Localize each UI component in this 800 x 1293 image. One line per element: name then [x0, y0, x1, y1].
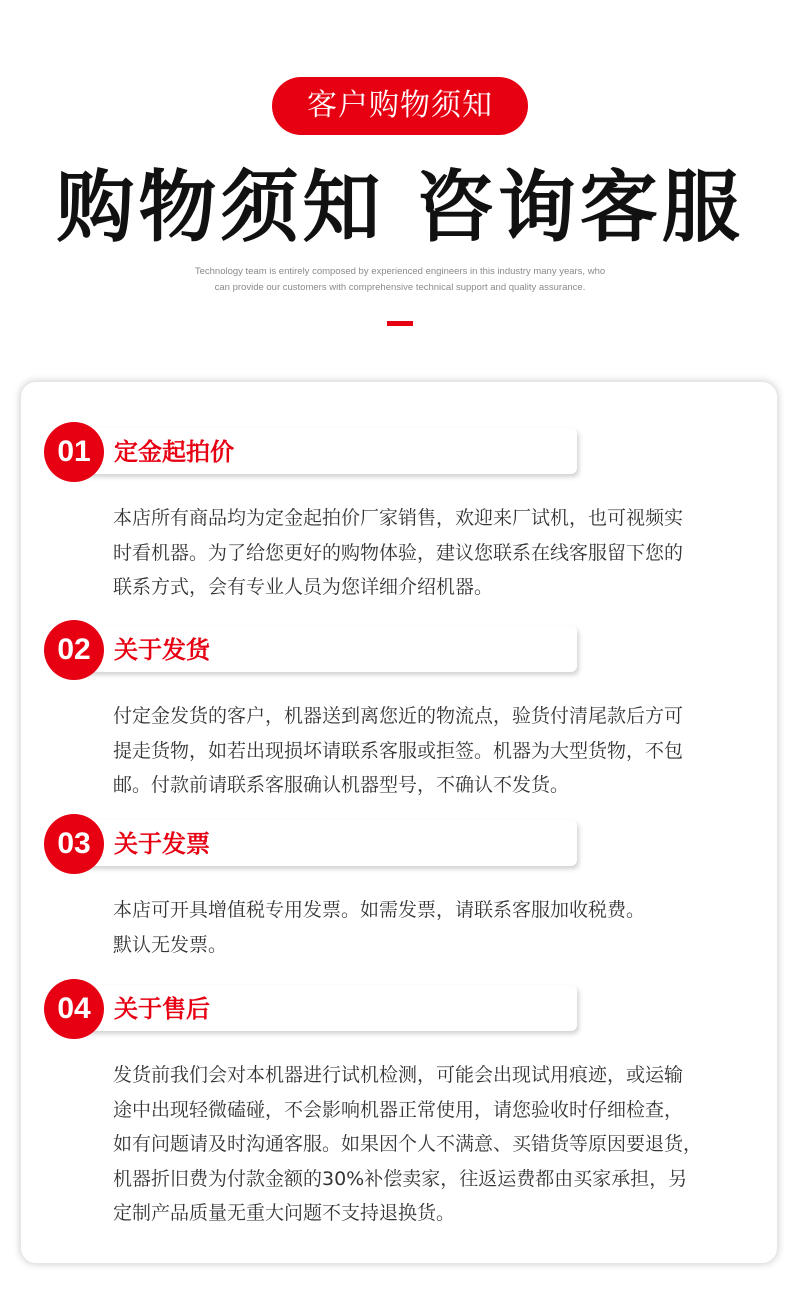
body-line: 默认无发票。 — [113, 933, 228, 956]
section-body-invoice — [113, 893, 753, 962]
section-header-invoice — [44, 814, 579, 874]
section-body-deposit — [113, 501, 753, 605]
section-body-shipping — [113, 699, 753, 803]
section-header-shipping — [44, 620, 579, 680]
page-title: 购物须知 咨询客服 — [56, 163, 744, 253]
body-line: 本店所有商品均为定金起拍价厂家销售，欢迎来厂试机，也可视频实 — [113, 507, 684, 529]
body-line: 提走货物，如若出现损坏请联系客服或拒签。机器为大型货物，不包 — [113, 739, 684, 762]
decorative-divider — [387, 321, 413, 326]
body-line: 发货前我们会对本机器进行试机检测，可能会出现试用痕迹，或运输 — [113, 1064, 684, 1086]
section-title: 关于发货 — [114, 636, 210, 664]
section-title: 关于发票 — [114, 830, 210, 858]
section-number-badge: 01 — [44, 422, 104, 482]
section-header-deposit — [44, 422, 579, 482]
body-line: 如有问题请及时沟通客服。如果因个人不满意、买错货等原因要退货， — [113, 1133, 703, 1155]
section-header-after-sales — [44, 979, 579, 1039]
subtitle — [150, 264, 650, 296]
body-line: 机器折旧费为付款金额的30%补偿卖家，往返运费都由买家承担，另 — [113, 1167, 688, 1190]
section-number-badge: 04 — [44, 979, 104, 1039]
section-number-badge: 02 — [44, 620, 104, 680]
body-line: 付定金发货的客户，机器送到离您近的物流点，验货付清尾款后方可 — [113, 705, 684, 727]
body-line: 时看机器。为了给您更好的购物体验，建议您联系在线客服留下您的 — [113, 541, 684, 564]
body-line: 本店可开具增值税专用发票。如需发票，请联系客服加收税费。 — [113, 899, 646, 921]
subtitle-line: Technology team is entirely composed by experienced engineers in this industry many years, who — [194, 266, 606, 277]
header-pill-badge: 客户购物须知 — [272, 77, 528, 135]
subtitle-line: can provide our customers with comprehensive technical support and quality assurance. — [214, 282, 586, 293]
section-title: 关于售后 — [114, 995, 210, 1023]
body-line: 联系方式，会有专业人员为您详细介绍机器。 — [113, 576, 494, 598]
section-title: 定金起拍价 — [114, 438, 234, 466]
body-line: 定制产品质量无重大问题不支持退换货。 — [113, 1202, 456, 1224]
body-line: 邮。付款前请联系客服确认机器型号，不确认不发货。 — [113, 774, 570, 796]
section-number-badge: 03 — [44, 814, 104, 874]
body-line: 途中出现轻微磕碰，不会影响机器正常使用，请您验收时仔细检查， — [113, 1098, 684, 1121]
section-body-after-sales — [113, 1058, 753, 1231]
